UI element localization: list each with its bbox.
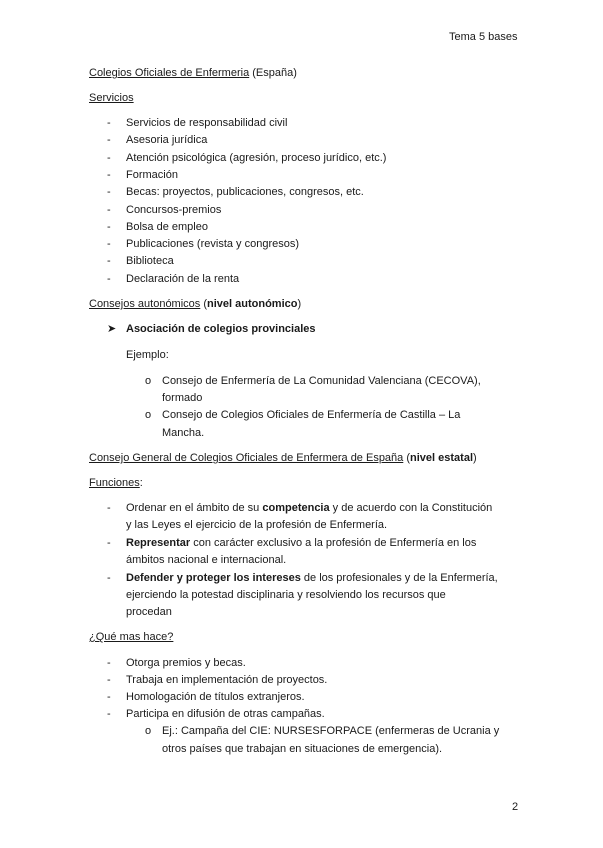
funciones-title — [89, 476, 143, 490]
consejo-general-title — [89, 451, 477, 465]
dash-icon: - — [107, 169, 111, 181]
circle-bullet-icon: o — [145, 725, 152, 737]
sub-item-cont: otros países que trabajan en situaciones de emergencia). — [162, 743, 443, 755]
list-item: Otorga premios y becas. — [126, 657, 246, 669]
dash-icon: - — [107, 238, 111, 250]
dash-icon: - — [107, 502, 111, 514]
nivel-autonomico: nivel autonómico — [207, 298, 298, 310]
dash-icon: - — [107, 221, 111, 233]
list-item: Asesoria jurídica — [126, 134, 208, 146]
dash-icon: - — [107, 255, 111, 267]
dash-icon: - — [107, 134, 111, 146]
servicios-title: Servicios — [89, 92, 134, 104]
dash-icon: - — [107, 537, 111, 549]
list-item: Bolsa de empleo — [126, 221, 208, 233]
dash-icon: - — [107, 572, 111, 584]
consejo-general-link[interactable]: Consejo General de Colegios Oficiales de Enfermera de España — [89, 452, 404, 464]
page-header: Tema 5 bases — [449, 31, 518, 43]
dash-icon: - — [107, 273, 111, 285]
funcion-text: Ordenar en el ámbito de su — [126, 502, 263, 514]
circle-bullet-icon: o — [145, 375, 152, 387]
dash-icon: - — [107, 691, 111, 703]
circle-bullet-icon: o — [145, 409, 152, 421]
list-item: Biblioteca — [126, 255, 174, 267]
dash-icon: - — [107, 674, 111, 686]
paren-open: ( — [200, 298, 208, 310]
funcion-item — [126, 536, 476, 550]
list-item: Participa en difusión de otras campañas. — [126, 708, 325, 720]
list-item: Formación — [126, 169, 178, 181]
paren-open: ( — [403, 452, 411, 464]
list-item: Concursos-premios — [126, 204, 222, 216]
dash-icon: - — [107, 186, 111, 198]
funcion-item-cont: y las Leyes el ejercicio de la profesión de Enfermería. — [126, 519, 388, 531]
list-item: Atención psicológica (agresión, proceso jurídico, etc.) — [126, 152, 387, 164]
ejemplo-label: Ejemplo: — [126, 349, 169, 361]
example-item: Consejo de Enfermería de La Comunidad Valenciana (CECOVA), — [162, 375, 481, 387]
funcion-text: y de acuerdo con la Constitución — [329, 502, 493, 514]
example-item-cont: Mancha. — [162, 427, 205, 439]
list-item: Becas: proyectos, publicaciones, congresos, etc. — [126, 186, 364, 198]
funcion-bold: Defender y proteger los intereses — [126, 572, 301, 584]
funcion-text: de los profesionales y de la Enfermería, — [300, 572, 498, 584]
section-title-colegios — [89, 66, 297, 80]
funcion-item-cont: procedan — [126, 606, 172, 618]
arrow-bullet-icon: ➤ — [107, 323, 117, 335]
list-item: Publicaciones (revista y congresos) — [126, 238, 300, 250]
list-item: Trabaja en implementación de proyectos. — [126, 674, 328, 686]
asociacion-item: Asociación de colegios provinciales — [126, 323, 316, 335]
dash-icon: - — [107, 204, 111, 216]
nivel-estatal: nivel estatal — [410, 452, 474, 464]
example-item: Consejo de Colegios Oficiales de Enfermería de Castilla – La — [162, 409, 461, 421]
funcion-item-cont: ejerciendo la potestad disciplinaria y resolviendo los recursos que — [126, 589, 446, 601]
funcion-bold: Representar — [126, 537, 191, 549]
consejos-title — [89, 297, 301, 311]
paren-close: ) — [473, 452, 477, 464]
dash-icon: - — [107, 152, 111, 164]
list-item: Homologación de títulos extranjeros. — [126, 691, 305, 703]
colegios-country: (España) — [249, 67, 297, 79]
dash-icon: - — [107, 117, 111, 129]
sub-item: Ej.: Campaña del CIE: NURSESFORPACE (enfermeras de Ucrania y — [162, 725, 500, 737]
dash-icon: - — [107, 708, 111, 720]
list-item: Servicios de responsabilidad civil — [126, 117, 288, 129]
funcion-item — [126, 571, 498, 585]
list-item: Declaración de la renta — [126, 273, 240, 285]
colegios-link[interactable]: Colegios Oficiales de Enfermeria — [89, 67, 250, 79]
example-item-cont: formado — [162, 392, 203, 404]
funciones-colon: : — [139, 477, 143, 489]
funcion-bold: competencia — [262, 502, 330, 514]
que-mas-title: ¿Qué mas hace? — [89, 631, 174, 643]
page-number: 2 — [512, 801, 519, 813]
paren-close: ) — [297, 298, 302, 310]
dash-icon: - — [107, 657, 111, 669]
funcion-item-cont: ámbitos nacional e internacional. — [126, 554, 287, 566]
funciones-label: Funciones — [89, 477, 140, 489]
consejos-link[interactable]: Consejos autonómicos — [89, 298, 201, 310]
funcion-item — [126, 501, 492, 515]
funcion-text: con carácter exclusivo a la profesión de Enfermería en los — [190, 537, 477, 549]
